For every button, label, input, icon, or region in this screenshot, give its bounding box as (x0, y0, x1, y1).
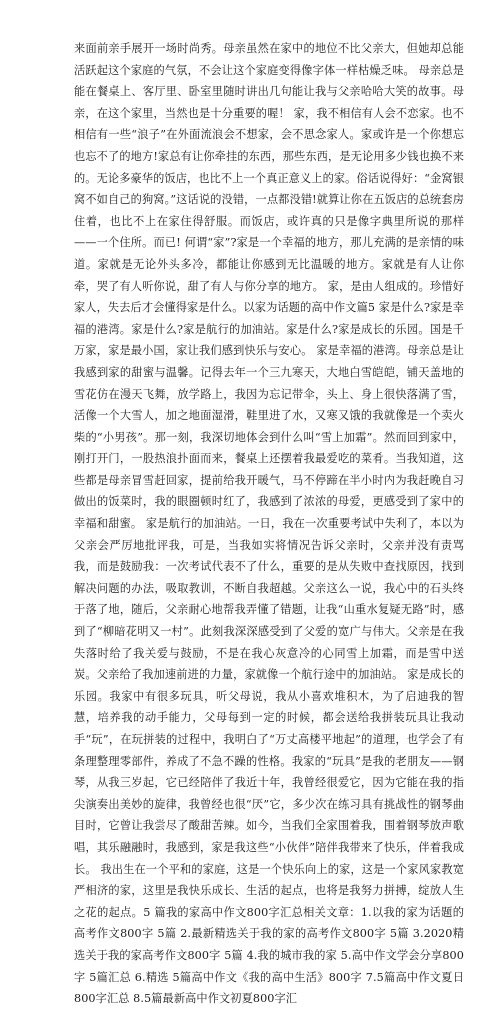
essay-body-text: 来面前亲手展开一场时尚秀。母亲虽然在家中的地位不比父亲大，但她却总能活跃起这个家庭的气氛，不会让这个家庭变得像字体一样枯燥乏味。 母亲总是能在餐桌上、客厅里、卧室里随时讲出几句能让我与父亲哈哈大笑的故事。母亲，在这个家里，当然也是十分重要的喔！ 家，我不相信有人会不恋家。也不相信有一些“浪子”在外面流浪会不想家，会不思念家人。家或许是一个你想忘也忘不了的地方!家总有让你牵挂的东西，那些东西，是无论用多少钱也换不来的。无论多豪华的饭店，也比不上一个真正意义上的家。俗话说得好：“金窝银窝不如自己的狗窝。”这话说的没错，一点都没错!就算让你在五饭店的总统套房住着，也比不上在家住得舒服。而饭店，或许真的只是像字典里所说的那样——一个住所。而已! 何谓“家”?家是一个幸福的地方，那儿充满的是亲情的味道。家就是无论外头多冷，都能让你感到无比温暖的地方。家就是有人让你牵，哭了有人听你说，甜了有人与你分享的地方。 家，是由人组成的。珍惜好家人，失去后才会懂得家是什么。以家为话题的高中作文篇5 家是什么?家是幸福的港湾。家是什么?家是航行的加油站。家是什么?家是成长的乐园。国是千万家，家是最小国，家让我们感到快乐与安心。 家是幸福的港湾。母亲总是让我感到家的甜蜜与温馨。记得去年一个三九寒天，大地白雪皑皑，铺天盖地的雪花仿在漫天飞舞，放学路上，我因为忘记带伞，头上、身上很快落满了雪，活像一个大雪人，加之地面湿滑，鞋里进了水，又寒又饿的我就像是一个卖火柴的“小男孩”。那一刻，我深切地体会到什么叫“雪上加霜”。然而回到家中，刚打开门，一股热浪扑面而来，餐桌上还摆着我最爱吃的菜肴。当我知道，这些都是母亲冒雪赶回家，提前给我开暖气，马不停蹄在半小时内为我赶晚自习做出的饭菜时，我的眼圈顿时红了，我感到了浓浓的母爱，更感受到了家中的幸福和甜蜜。 家是航行的加油站。一日，我在一次重要考试中失利了，本以为父亲会严厉地批评我，可是，当我如实将情况告诉父亲时，父亲并没有责骂我，而是鼓励我：一次考试代表不了什么，重要的是从失败中查找原因，找到解决问题的办法，吸取教训，不断自我超越。父亲这么一说，我心中的石头终于落了地，随后，父亲耐心地帮我弄懂了错题，让我“山重水复疑无路”时，感到了“柳暗花明又一村”。此刻我深深感受到了父爱的宽广与伟大。父亲是在我失落时给了我关爱与鼓励，不是在我心灰意冷的心同雪上加霜，而是雪中送炭。父亲给了我加速前进的力量，家就像一个航行途中的加油站。 家是成长的乐园。我家中有很多玩具，听父母说，我从小喜欢堆积木，为了启迪我的智慧，培养我的动手能力，父母每到一定的时候，都会送给我拼装玩具让我动手“玩”，在玩拼装的过程中，我明白了“万丈高楼平地起”的道理，也学会了有条理整理零部件，养成了不急不躁的性格。我家的“玩具”是我的老朋友——钢琴，从我三岁起，它已经陪伴了我近十年，我曾经很爱它，因为它能在我的指尖演奏出美妙的旋律，我曾经也很“厌”它，多少次在练习具有挑战性的钢琴曲目时，它曾让我尝尽了酸甜苦辣。如今，当我们全家围着我，围着钢琴放声歌唱，其乐融融时，我感到，家是我这些“小伙伴”陪伴我带来了快乐，伴着我成长。 我出生在一个平和的家庭，这是一个快乐向上的家，这是一个家风家教宽严相济的家，这里是我快乐成长、生活的起点，也将是我努力拼搏，绽放人生之花的起点。5 篇我的家高中作文800字汇总相关文章：1.以我的家为话题的高考作文800字 5篇 2.最新精选关于我的家的高考作文800字 5篇 3.2020精选关于我的家高考作文800字 5篇 4.我的城市我的家 5.高中作文学会分享800字 5篇汇总 6.精选 5篇高中作文《我的高中生活》800字 7.5篇高中作文夏日800字汇总 8.5篇最新高中作文初夏800字汇 (74, 42, 464, 1006)
